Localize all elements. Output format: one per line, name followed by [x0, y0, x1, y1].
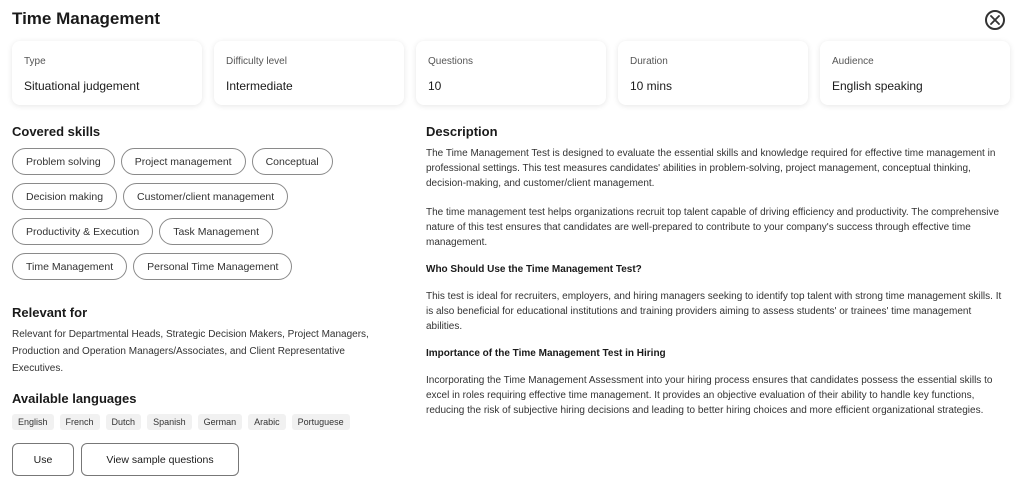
languages-title: Available languages — [12, 391, 137, 406]
card-value: 10 mins — [630, 79, 673, 93]
language-tag: German — [198, 414, 243, 430]
skill-chip: Customer/client management — [123, 183, 288, 210]
description-paragraph: The time management test helps organizations recruit top talent capable of driving efficiency and productivity. The comprehensive nature of this test ensures that candidates are well-prepared to contribute to your company's success through effective time management. — [426, 207, 1000, 248]
skill-chip: Project management — [121, 148, 246, 175]
relevant-for-section — [12, 305, 392, 377]
page-title: Time Management — [12, 9, 161, 28]
description-paragraph: Incorporating the Time Management Assessment into your hiring process ensures that candidates possess the essential skills to excel in roles requiring effective time management. It provides an objective evaluation of their ability to handle key functions, reducing the risk of subjective hiring decisions and leading to better hiring choices and more efficient organizational strategies. — [426, 375, 993, 416]
description-subheading: Importance of the Time Management Test in Hiring — [426, 348, 666, 359]
view-sample-questions-button[interactable]: View sample questions — [81, 443, 239, 476]
card-value: Intermediate — [226, 79, 293, 93]
language-tag: Dutch — [106, 414, 142, 430]
card-type — [12, 41, 202, 105]
description-title: Description — [426, 124, 498, 139]
skill-chip: Decision making — [12, 183, 117, 210]
language-tag: English — [12, 414, 54, 430]
card-value: Situational judgement — [24, 79, 140, 93]
description-paragraph: The Time Management Test is designed to evaluate the essential skills and knowledge required for effective time management in professional settings. This test measures candidates' abilities in problem-solving, project management, conceptual thinking, decision-making, and customer/client management. — [426, 148, 996, 189]
covered-skills-title: Covered skills — [12, 124, 101, 139]
card-questions — [416, 41, 606, 105]
description-paragraph: This test is ideal for recruiters, employers, and hiring managers seeking to identify top talent with strong time management skills. It is also beneficial for educational institutions and training providers aiming to assess students' or trainees' time management abilities. — [426, 291, 1002, 332]
card-label: Duration — [630, 56, 668, 67]
left-column — [12, 124, 392, 427]
language-tag: Portuguese — [292, 414, 350, 430]
close-icon — [990, 15, 1000, 25]
info-cards — [12, 41, 1010, 105]
relevant-for-text: Relevant for Departmental Heads, Strategic Decision Makers, Project Managers, Production and Operation Managers/Associates, and Client Representative Executives. — [12, 329, 369, 374]
action-buttons — [12, 443, 239, 476]
skill-chip: Productivity & Execution — [12, 218, 153, 245]
card-difficulty — [214, 41, 404, 105]
use-button[interactable]: Use — [12, 443, 74, 476]
description-panel[interactable] — [426, 124, 1006, 433]
close-button[interactable] — [985, 10, 1005, 30]
card-duration — [618, 41, 808, 105]
skill-chip: Problem solving — [12, 148, 115, 175]
relevant-for-title: Relevant for — [12, 305, 88, 320]
languages-section — [12, 391, 350, 430]
skill-chip: Conceptual — [252, 148, 333, 175]
card-label: Audience — [832, 56, 874, 67]
card-label: Difficulty level — [226, 56, 287, 67]
description-subheading: Who Should Use the Time Management Test? — [426, 264, 642, 275]
card-value: English speaking — [832, 79, 923, 93]
card-label: Type — [24, 56, 46, 67]
language-tag: Spanish — [147, 414, 192, 430]
skill-chip: Time Management — [12, 253, 127, 280]
language-tag: Arabic — [248, 414, 286, 430]
skill-chip: Task Management — [159, 218, 273, 245]
language-list — [12, 414, 350, 430]
card-value: 10 — [428, 79, 442, 93]
skill-chip: Personal Time Management — [133, 253, 292, 280]
card-label: Questions — [428, 56, 474, 67]
language-tag: French — [60, 414, 100, 430]
skills-list — [12, 148, 392, 288]
card-audience — [820, 41, 1010, 105]
